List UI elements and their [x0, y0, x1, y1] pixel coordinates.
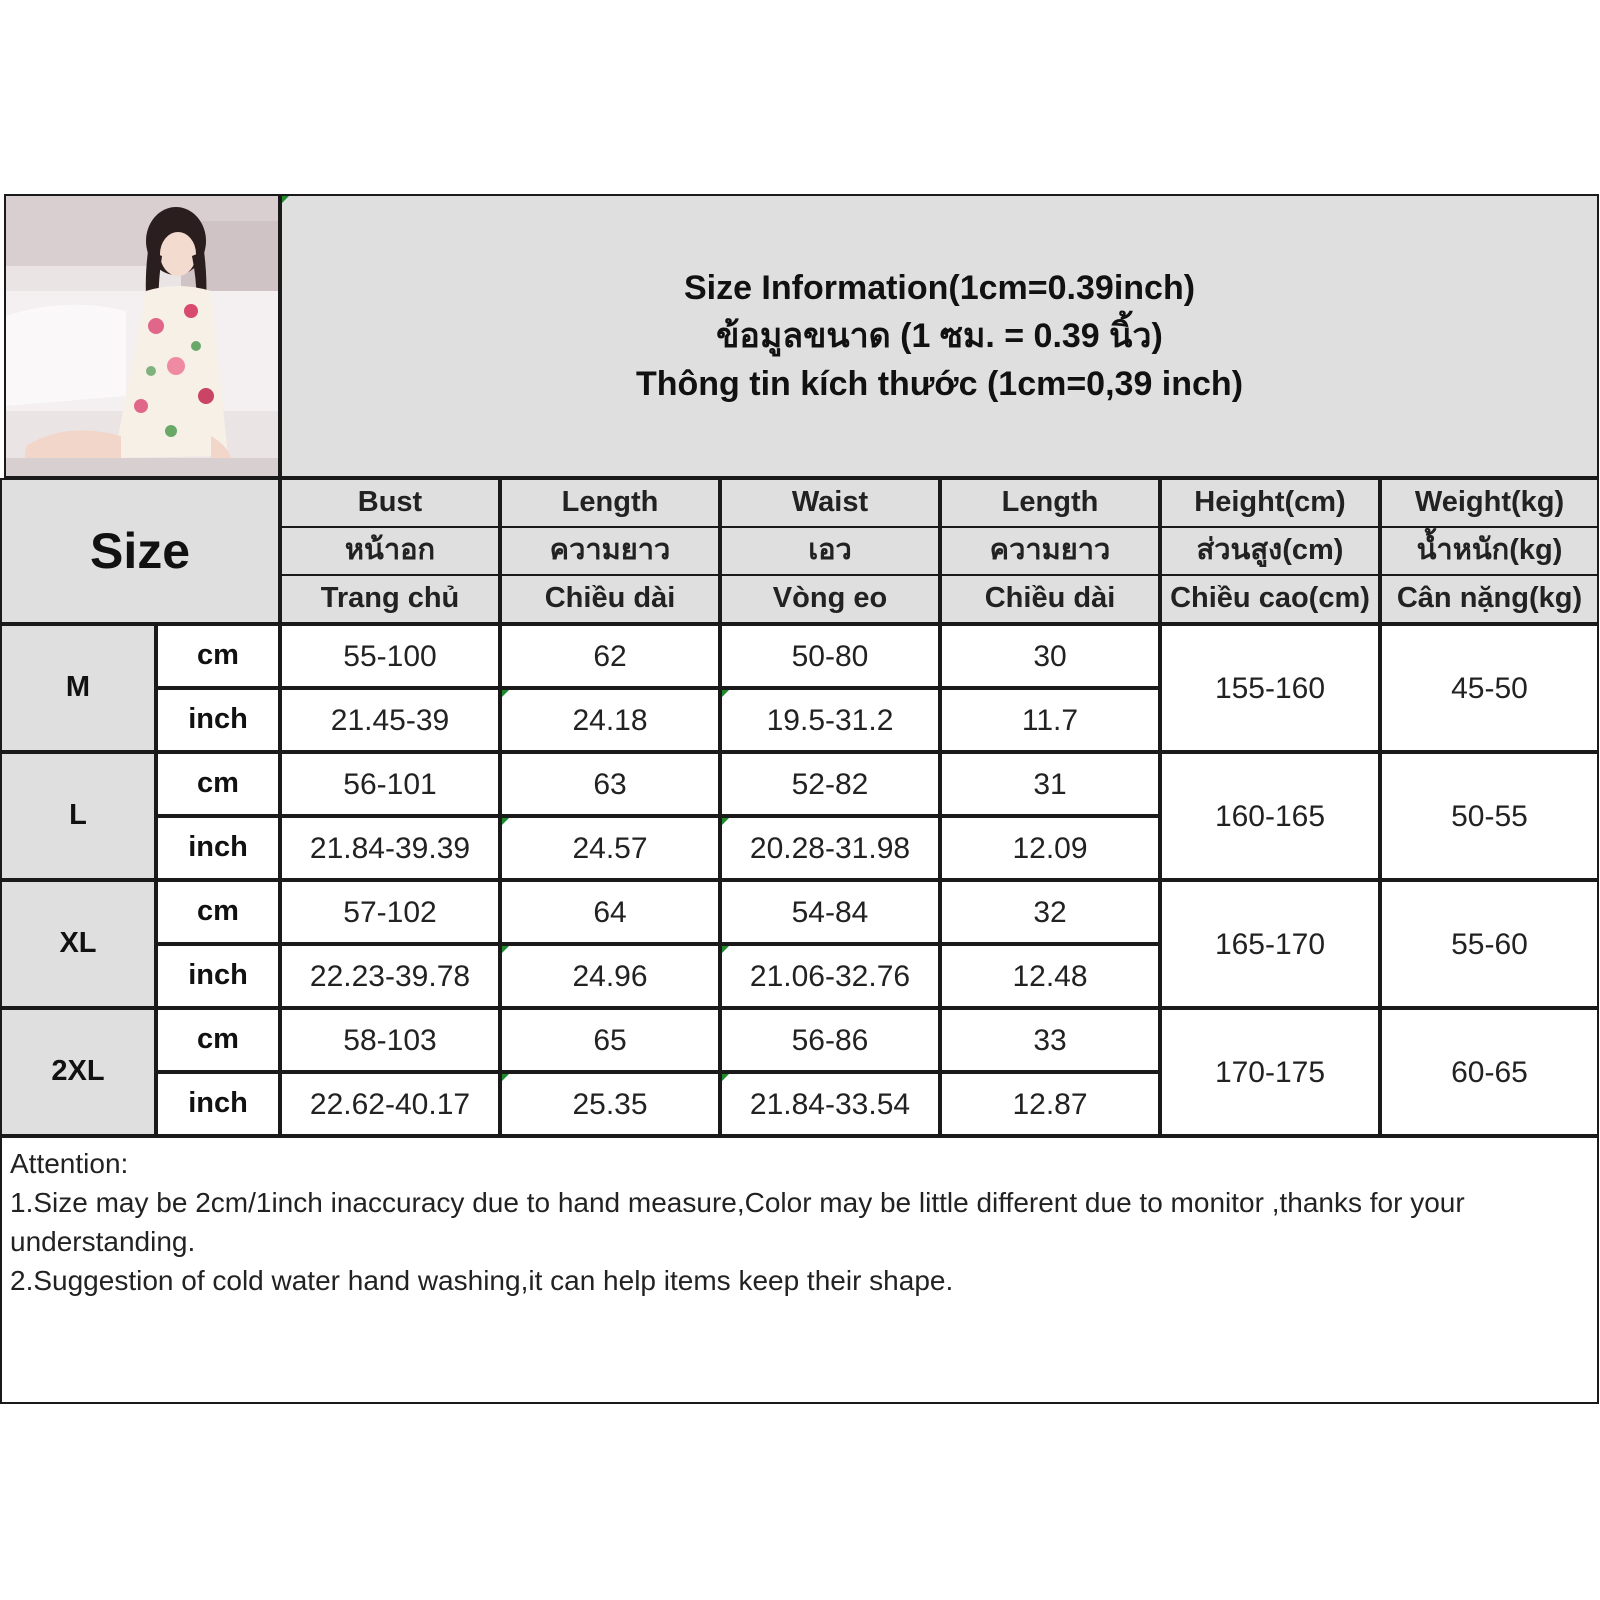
table-cell: 55-100 [280, 624, 500, 688]
table-cell: 24.96 [500, 944, 720, 1008]
table-cell: 57-102 [280, 880, 500, 944]
attention-notes [0, 1136, 1599, 1404]
col-header-length2-vi: Chiều dài [940, 574, 1160, 624]
col-header-length2-th: ความยาว [940, 526, 1160, 576]
col-header-bust-en: Bust [280, 478, 500, 528]
comment-marker [722, 946, 729, 953]
table-cell: 52-82 [720, 752, 940, 816]
table-cell: 21.84-33.54 [720, 1072, 940, 1136]
col-header-length2-en: Length [940, 478, 1160, 528]
unit-label-cm: cm [156, 880, 280, 944]
comment-marker [722, 818, 729, 825]
title-vietnamese: Thông tin kích thước (1cm=0,39 inch) [635, 365, 1244, 403]
size-name-2xl: 2XL [0, 1008, 156, 1136]
product-photo-icon [6, 196, 280, 478]
table-cell: 63 [500, 752, 720, 816]
title-box [280, 194, 1599, 478]
table-cell: 33 [940, 1008, 1160, 1072]
unit-label-inch: inch [156, 816, 280, 880]
table-cell: 12.87 [940, 1072, 1160, 1136]
table-cell: 30 [940, 624, 1160, 688]
size-header: Size [0, 478, 280, 624]
table-cell: 50-80 [720, 624, 940, 688]
table-cell: 54-84 [720, 880, 940, 944]
notes-heading: Attention: [10, 1148, 129, 1179]
col-header-bust-vi: Trang chủ [280, 574, 500, 624]
table-cell: 65 [500, 1008, 720, 1072]
col-header-waist-th: เอว [720, 526, 940, 576]
col-header-height-vi: Chiều cao(cm) [1160, 574, 1380, 624]
col-header-height-en: Height(cm) [1160, 478, 1380, 528]
table-cell: 62 [500, 624, 720, 688]
height-cell: 165-170 [1160, 880, 1380, 1008]
col-header-weight-th: น้ำหนัก(kg) [1380, 526, 1599, 576]
title-thai: ข้อมูลขนาด (1 ซม. = 0.39 นิ้ว) [716, 317, 1163, 355]
table-cell: 25.35 [500, 1072, 720, 1136]
comment-marker [502, 1074, 509, 1081]
notes-item-1: 1.Size may be 2cm/1inch inaccuracy due to hand measure,Color may be little different due to monitor ,thanks for your understanding. [10, 1187, 1465, 1257]
col-header-length-en: Length [500, 478, 720, 528]
unit-label-inch: inch [156, 1072, 280, 1136]
weight-cell: 60-65 [1380, 1008, 1599, 1136]
table-cell: 22.62-40.17 [280, 1072, 500, 1136]
comment-marker [722, 1074, 729, 1081]
table-cell: 21.06-32.76 [720, 944, 940, 1008]
table-cell: 31 [940, 752, 1160, 816]
comment-marker [502, 690, 509, 697]
notes-item-2: 2.Suggestion of cold water hand washing,it can help items keep their shape. [10, 1265, 954, 1296]
table-cell: 21.84-39.39 [280, 816, 500, 880]
size-name-xl: XL [0, 880, 156, 1008]
table-cell: 56-101 [280, 752, 500, 816]
table-cell: 12.09 [940, 816, 1160, 880]
table-cell: 58-103 [280, 1008, 500, 1072]
col-header-height-th: ส่วนสูง(cm) [1160, 526, 1380, 576]
comment-marker [502, 818, 509, 825]
unit-label-cm: cm [156, 752, 280, 816]
table-cell: 56-86 [720, 1008, 940, 1072]
weight-cell: 50-55 [1380, 752, 1599, 880]
unit-label-cm: cm [156, 624, 280, 688]
table-cell: 24.18 [500, 688, 720, 752]
comment-marker [722, 690, 729, 697]
size-name-m: M [0, 624, 156, 752]
table-cell: 22.23-39.78 [280, 944, 500, 1008]
unit-label-cm: cm [156, 1008, 280, 1072]
unit-label-inch: inch [156, 944, 280, 1008]
col-header-weight-vi: Cân nặng(kg) [1380, 574, 1599, 624]
title-english: Size Information(1cm=0.39inch) [683, 269, 1196, 307]
col-header-bust-th: หน้าอก [280, 526, 500, 576]
size-chart [0, 194, 1599, 1404]
height-cell: 155-160 [1160, 624, 1380, 752]
comment-marker [282, 196, 289, 203]
col-header-waist-vi: Vòng eo [720, 574, 940, 624]
product-photo [4, 194, 280, 478]
unit-label-inch: inch [156, 688, 280, 752]
table-cell: 20.28-31.98 [720, 816, 940, 880]
table-cell: 24.57 [500, 816, 720, 880]
table-cell: 64 [500, 880, 720, 944]
height-cell: 160-165 [1160, 752, 1380, 880]
comment-marker [502, 946, 509, 953]
table-cell: 21.45-39 [280, 688, 500, 752]
table-cell: 12.48 [940, 944, 1160, 1008]
height-cell: 170-175 [1160, 1008, 1380, 1136]
col-header-length-th: ความยาว [500, 526, 720, 576]
weight-cell: 45-50 [1380, 624, 1599, 752]
col-header-length-vi: Chiều dài [500, 574, 720, 624]
table-cell: 11.7 [940, 688, 1160, 752]
table-cell: 19.5-31.2 [720, 688, 940, 752]
table-cell: 32 [940, 880, 1160, 944]
size-name-l: L [0, 752, 156, 880]
col-header-waist-en: Waist [720, 478, 940, 528]
weight-cell: 55-60 [1380, 880, 1599, 1008]
col-header-weight-en: Weight(kg) [1380, 478, 1599, 528]
